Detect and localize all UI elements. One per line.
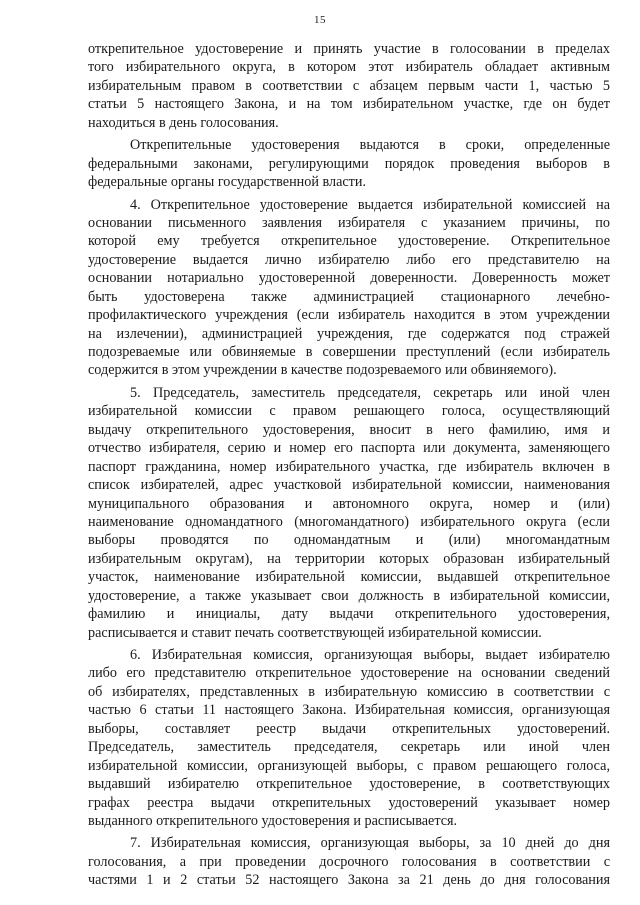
text-line: выборы, составляет реестр выдачи открепительных удостоверений. [88,720,610,737]
text-line: удостоверение, а также указывает свои должность в избирательной комиссии, [88,587,610,604]
text-line: муниципального образования и автономного округа, номер и (или) [88,495,610,512]
text-line: удостоверение выдается лично избирателю либо его представителю на [88,251,610,268]
text-line: выдачу открепительного удостоверения, вносит в него фамилию, имя и [88,421,610,438]
text-line: выборы проводятся по одномандатным и (или) многомандатным [88,532,610,549]
text-line: голосования, а при проведении досрочного голосования в соответствии с [88,853,610,870]
text-line: об избирателях, представленных в избирательную комиссию в соответствии с [88,683,610,700]
text-line: избирательной комиссии с правом решающего голоса, осуществляющий [88,403,610,420]
text-line: избирательным правом в соответствии с абзацем первым части 1, частью 5 [88,77,610,94]
text-line: 7. Избирательная комиссия, организующая выборы, за 10 дней до дня [130,835,610,852]
text-line: частью 6 статьи 11 настоящего Закона. Избирательная комиссия, организующая [88,702,610,719]
text-line: профилактического учреждения (если избиратель находится в этом учреждении [88,307,610,324]
text-line: федеральные органы государственной власти. [88,174,367,191]
text-line: статьи 5 настоящего Закона, и на том избирательном участке, где он будет [88,96,610,113]
text-line: выдавший избирателю открепительное удостоверение, в соответствующих [88,776,610,793]
text-line: основании нотариально удостоверенной доверенности. Доверенность может [88,270,610,287]
text-line: содержится в этом учреждении в качестве подозреваемого или обвиняемого). [88,362,557,379]
body-text [88,40,610,890]
paragraph [88,646,610,830]
text-line: на излечении), администрацией учреждения, где содержатся под стражей [88,325,610,342]
text-line: основании письменного заявления избирателя с указанием причины, по [88,214,610,231]
text-line: того избирательного округа, в котором этот избиратель обладает активным [88,59,610,76]
text-line: 4. Открепительное удостоверение выдается избирательной комиссией на [130,196,610,213]
text-line: расписывается и ставит печать соответствующей избирательной комиссии. [88,624,542,641]
text-line: избирательной комиссии, организующей выборы, с правом решающего голоса, [88,757,610,774]
text-line: Открепительные удостоверения выдаются в сроки, определенные [130,137,610,154]
text-line: находиться в день голосования. [88,114,279,131]
text-line: Председатель, заместитель председателя, секретарь или иной член [88,739,610,756]
text-line: быть удостоверена также администрацией стационарного лечебно- [88,288,610,305]
paragraph [88,196,610,380]
text-line: отчество избирателя, серию и номер его паспорта или документа, заменяющего [88,440,610,457]
text-line: участок, наименование избирательной комиссии, выдавшей открепительное [88,569,610,586]
paragraph [88,384,610,642]
text-line: частями 1 и 2 статьи 52 настоящего Закона за 21 день до дня голосования [88,872,610,889]
text-line: которой ему требуется открепительное удостоверение. Открепительное [88,233,610,250]
paragraph [88,136,610,191]
text-line: список избирателей, адрес участковой избирательной комиссии, наименования [88,477,610,494]
text-line: выданного открепительного удостоверения и расписывается. [88,812,458,829]
text-line: 6. Избирательная комиссия, организующая выборы, выдает избирателю [130,647,610,663]
text-line: избирательным округам), на территории которых образован избирательный [88,550,610,567]
page-number: 15 [314,14,326,26]
text-line: федеральными законами, регулирующими порядок проведения выборов в [88,155,610,172]
text-line: наименование одномандатного (многомандатного) избирательного округа (если [88,513,610,530]
text-line: графах реестра выдачи открепительных удостоверений указывает номер [88,794,610,811]
text-line: паспорт гражданина, номер избирательного участка, где избиратель включен в [88,458,610,475]
text-line: 5. Председатель, заместитель председателя, секретарь или иной член [130,384,610,401]
text-line: фамилию и инициалы, дату выдачи открепительного удостоверения, [88,606,610,623]
text-line: открепительное удостоверение и принять участие в голосовании в пределах [88,41,610,57]
paragraph [88,40,610,132]
text-line: подозреваемые или обвиняемые в совершении преступлений (если избиратель [88,344,610,360]
text-line: либо его представителю открепительное удостоверение на основании сведений [88,665,610,682]
paragraph [88,834,610,889]
